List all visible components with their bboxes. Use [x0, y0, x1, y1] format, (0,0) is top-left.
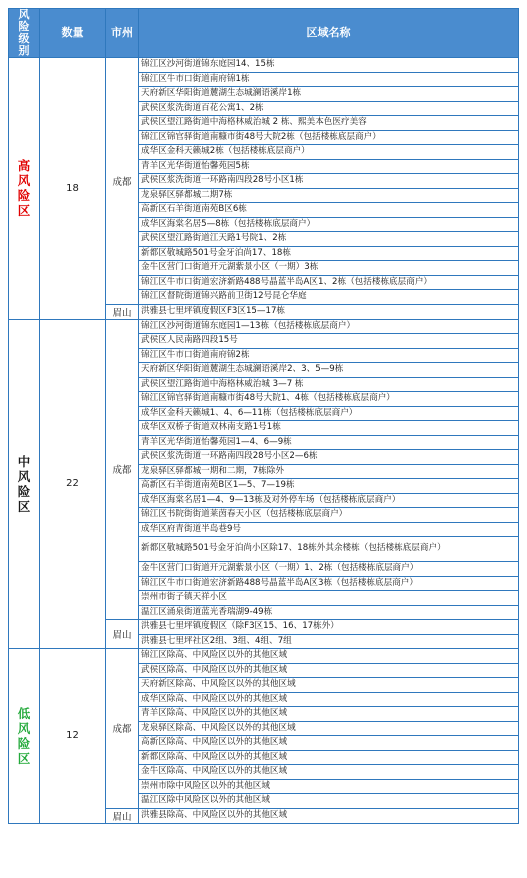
area-name-cell: 武侯区浆洗街道一环路南四段28号小区2—6栋	[139, 450, 519, 465]
city-cell: 眉山	[106, 304, 139, 319]
area-name-cell: 武侯区浆洗街道一环路南四段28号小区1栋	[139, 174, 519, 189]
area-name-cell: 龙泉驿区除高、中风险区以外的其他区域	[139, 721, 519, 736]
area-name-cell: 锦江区锦官驿街道南糠市街48号大院1、4栋（包括楼栋底层商户）	[139, 392, 519, 407]
area-name-cell: 洪雅县除高、中风险区以外的其他区域	[139, 808, 519, 823]
area-name-cell: 新都区敬城路501号金牙泊尚小区除17、18栋外其余楼栋（包括楼栋底层商户）	[139, 537, 519, 562]
area-name-cell: 锦江区牛市口街道南府锦1栋	[139, 72, 519, 87]
area-name-cell: 龙泉驿区驿都城一期和二期，7栋除外	[139, 464, 519, 479]
city-cell: 成都	[106, 649, 139, 809]
risk-level-cell: 低风险区	[9, 649, 40, 824]
area-name-cell: 青羊区光华街道怡馨苑园1—4、6—9栋	[139, 435, 519, 450]
area-name-cell: 高新区石羊街道南苑B区6栋	[139, 203, 519, 218]
area-name-cell: 成华区除高、中风险区以外的其他区域	[139, 692, 519, 707]
city-cell: 眉山	[106, 808, 139, 823]
area-name-cell: 武侯区除高、中风险区以外的其他区域	[139, 663, 519, 678]
area-name-cell: 锦江区牛市口街道宏济新路488号晶蓝半岛A区1、2栋（包括楼栋底层商户）	[139, 275, 519, 290]
count-cell: 18	[40, 58, 106, 320]
risk-level-cell: 中风险区	[9, 319, 40, 649]
area-name-cell: 高新区石羊街道南苑B区1—5、7—19栋	[139, 479, 519, 494]
area-name-cell: 锦江区沙河街道锦东庭园1—13栋（包括楼栋底层商户）	[139, 319, 519, 334]
count-cell: 12	[40, 649, 106, 824]
risk-area-table	[8, 8, 519, 824]
area-name-cell: 锦江区沙河街道锦东庭园14、15栋	[139, 58, 519, 73]
header-risk-level: 风险级别	[9, 9, 40, 58]
area-name-cell: 洪雅县七里坪社区2组、3组、4组、7组	[139, 634, 519, 649]
header-area-name: 区域名称	[139, 9, 519, 58]
area-name-cell: 崇州市除中风险区以外的其他区域	[139, 779, 519, 794]
area-name-cell: 成华区金科天籁城1、4、6—11栋（包括楼栋底层商户）	[139, 406, 519, 421]
area-name-cell: 锦江区除高、中风险区以外的其他区域	[139, 649, 519, 664]
area-name-cell: 成华区海棠名居5—8栋（包括楼栋底层商户）	[139, 217, 519, 232]
area-name-cell: 武侯区望江路街道江天路1号院1、2栋	[139, 232, 519, 247]
area-name-cell: 锦江区书院街街道莱茵春天小区（包括楼栋底层商户）	[139, 508, 519, 523]
area-name-cell: 高新区除高、中风险区以外的其他区域	[139, 736, 519, 751]
area-name-cell: 武侯区浆洗街道百花公寓1、2栋	[139, 101, 519, 116]
area-name-cell: 锦江区锦官驿街道南糠市街48号大院2栋（包括楼栋底层商户）	[139, 130, 519, 145]
header-city: 市州	[106, 9, 139, 58]
area-name-cell: 锦江区督院街道锦兴路前卫街12号昆仑华庭	[139, 290, 519, 305]
area-name-cell: 成华区府青街道半岛巷9号	[139, 522, 519, 537]
area-name-cell: 金牛区除高、中风险区以外的其他区域	[139, 765, 519, 780]
area-name-cell: 成华区金科天籁城2栋（包括楼栋底层商户）	[139, 145, 519, 160]
table-row	[9, 319, 519, 334]
city-cell: 成都	[106, 319, 139, 620]
area-name-cell: 龙泉驿区驿都城二期7栋	[139, 188, 519, 203]
city-cell: 成都	[106, 58, 139, 305]
area-name-cell: 温江区涌泉街道蓝光香瑞湖9-49栋	[139, 605, 519, 620]
header-count: 数量	[40, 9, 106, 58]
area-name-cell: 武侯区望江路街道中海格林威治城 3—7 栋	[139, 377, 519, 392]
area-name-cell: 天府新区华阳街道麓湖生态城澜语溪岸1栋	[139, 87, 519, 102]
area-name-cell: 武侯区人民南路四段15号	[139, 334, 519, 349]
area-name-cell: 金牛区营门口街道开元湖紫景小区（一期）3栋	[139, 261, 519, 276]
area-name-cell: 青羊区除高、中风险区以外的其他区域	[139, 707, 519, 722]
area-name-cell: 新都区除高、中风险区以外的其他区域	[139, 750, 519, 765]
count-cell: 22	[40, 319, 106, 649]
area-name-cell: 温江区除中风险区以外的其他区域	[139, 794, 519, 809]
risk-level-cell: 高风险区	[9, 58, 40, 320]
area-name-cell: 青羊区光华街道怡馨苑园5栋	[139, 159, 519, 174]
area-name-cell: 洪雅县七里坪镇度假区F3区15—17栋	[139, 304, 519, 319]
area-name-cell: 武侯区望江路街道中海格林威治城 2 栋、熙美本色医疗美容	[139, 116, 519, 131]
area-name-cell: 锦江区牛市口街道宏济新路488号晶蓝半岛A区3栋（包括楼栋底层商户）	[139, 576, 519, 591]
table-row	[9, 649, 519, 664]
table-body	[9, 58, 519, 824]
table-header-row	[9, 9, 519, 58]
area-name-cell: 天府新区华阳街道麓湖生态城澜语溪岸2、3、5—9栋	[139, 363, 519, 378]
area-name-cell: 洪雅县七里坪镇度假区（除F3区15、16、17栋外）	[139, 620, 519, 635]
area-name-cell: 成华区双桥子街道双林南支路1号1栋	[139, 421, 519, 436]
area-name-cell: 金牛区营门口街道开元湖紫景小区（一期）1、2栋（包括楼栋底层商户）	[139, 562, 519, 577]
table-row	[9, 58, 519, 73]
city-cell: 眉山	[106, 620, 139, 649]
area-name-cell: 崇州市街子镇天祥小区	[139, 591, 519, 606]
area-name-cell: 新都区敬城路501号金牙泊尚17、18栋	[139, 246, 519, 261]
area-name-cell: 成华区海棠名居1—4、9—13栋及对外停车场（包括楼栋底层商户）	[139, 493, 519, 508]
area-name-cell: 天府新区除高、中风险区以外的其他区域	[139, 678, 519, 693]
area-name-cell: 锦江区牛市口街道南府锦2栋	[139, 348, 519, 363]
